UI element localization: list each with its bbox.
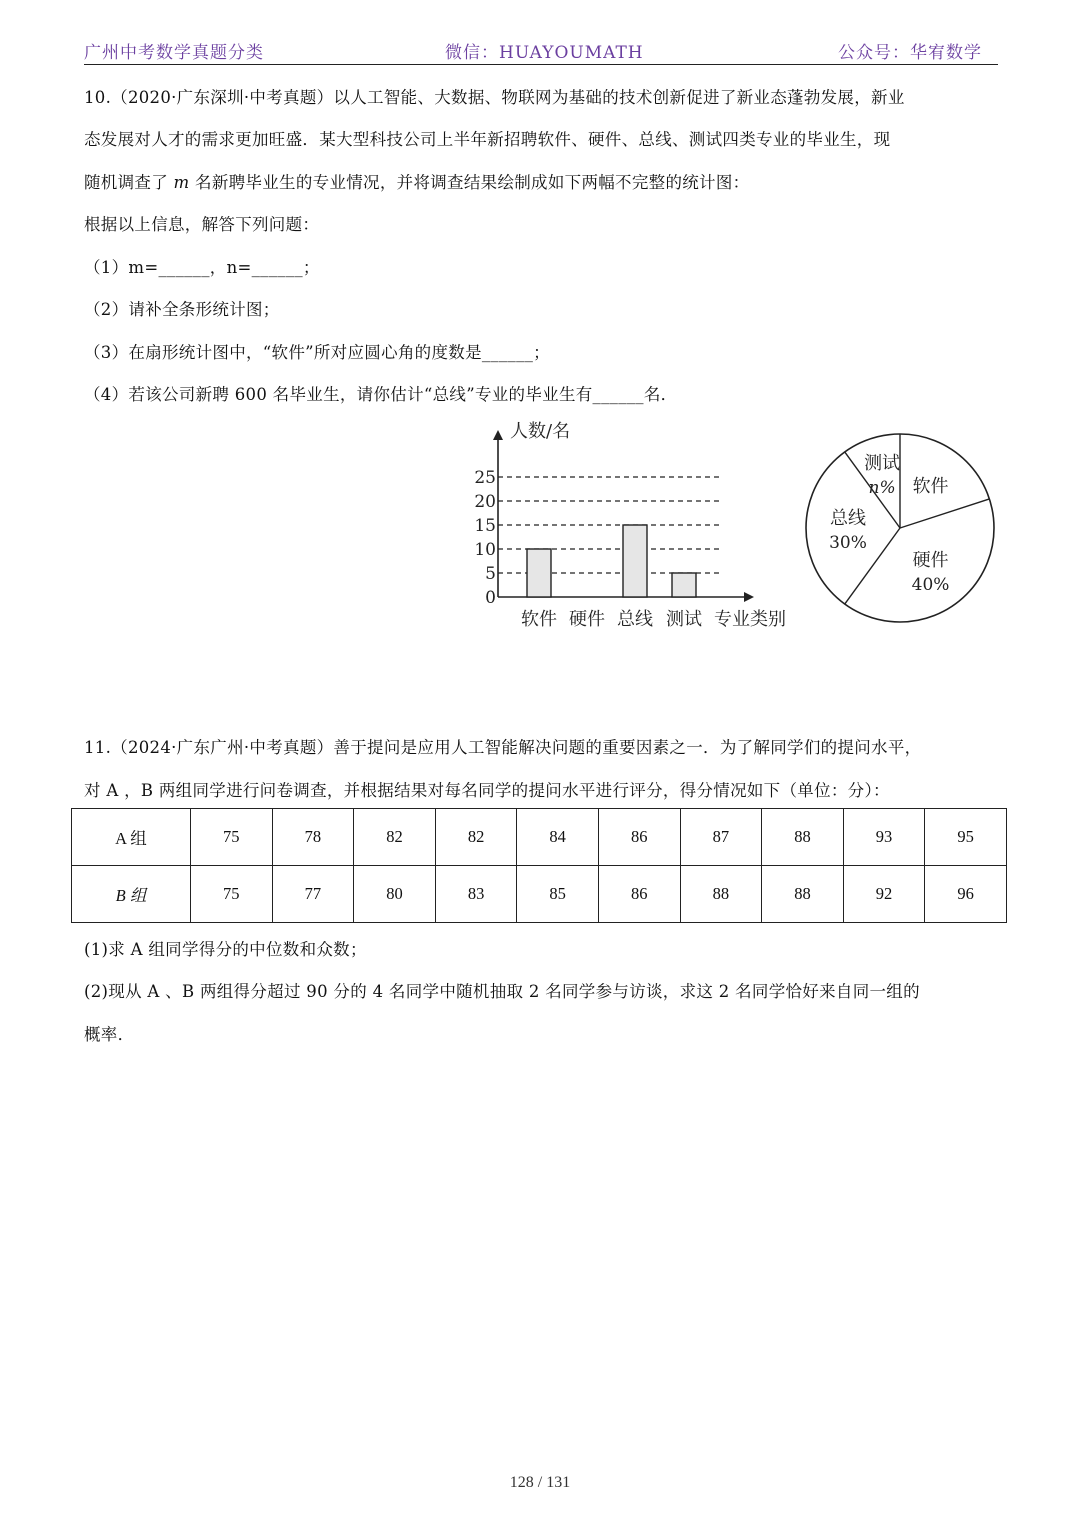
slice-label: 硬件 bbox=[912, 550, 949, 572]
table-row-label: B 组 bbox=[72, 866, 191, 923]
y-tick-label: 10 bbox=[474, 540, 496, 560]
y-tick-label: 25 bbox=[474, 468, 496, 488]
bar-chart-y-ticks bbox=[474, 468, 496, 608]
page-number: 128 / 131 bbox=[509, 1474, 571, 1491]
q11-line-2: 对 A ，B 两组同学进行问卷调查，并根据结果对每名同学的提问水平进行评分，得分情况如下（单位：分）： bbox=[84, 781, 890, 800]
slice-value-label: 40% bbox=[911, 575, 950, 596]
q10-line-2: 态发展对人才的需求更加旺盛．某大型科技公司上半年新招聘软件、硬件、总线、测试四类专业的毕业生，现 bbox=[84, 130, 891, 149]
bar-chart-x-label: 专业类别 bbox=[714, 609, 786, 630]
table-cell: 82 bbox=[435, 809, 517, 866]
header-wechat: 微信：HUAYOUMATH bbox=[445, 43, 644, 63]
bar-chart-categories bbox=[521, 609, 702, 630]
table-cell: 96 bbox=[925, 866, 1007, 923]
q10-part-4: （4）若该公司新聘 600 名毕业生，请你估计“总线”专业的毕业生有______名． bbox=[84, 385, 678, 404]
bar-chart bbox=[468, 418, 808, 640]
q10-line-3 bbox=[84, 169, 749, 193]
table-cell: 87 bbox=[680, 809, 762, 866]
table-cell: 86 bbox=[598, 866, 680, 923]
table-row-label: A 组 bbox=[72, 809, 191, 866]
y-tick-label: 0 bbox=[485, 588, 496, 608]
table-cell: 88 bbox=[680, 866, 762, 923]
table-cell: 93 bbox=[843, 809, 925, 866]
q11-line-1: 11.（2024·广东广州·中考真题）善于提问是应用人工智能解决问题的重要因素之一．为了解同学们的提问水平， bbox=[84, 738, 922, 757]
table-cell: 77 bbox=[272, 866, 354, 923]
table-cell: 75 bbox=[191, 866, 273, 923]
q10-line-4: 根据以上信息，解答下列问题： bbox=[84, 215, 320, 234]
category-label: 测试 bbox=[666, 609, 702, 630]
y-tick-label: 20 bbox=[474, 492, 496, 512]
pie-chart bbox=[800, 430, 1000, 630]
x-axis-arrow-icon bbox=[744, 592, 754, 602]
q10-part-2: （2）请补全条形统计图； bbox=[84, 300, 280, 319]
page-header bbox=[84, 38, 998, 65]
q10-line-3-pre: 随机调查了 bbox=[84, 173, 174, 192]
header-official-account: 公众号：华宥数学 bbox=[838, 43, 982, 63]
slice-label: 测试 bbox=[864, 452, 901, 474]
y-axis-arrow-icon bbox=[493, 430, 503, 440]
header-left-title: 广州中考数学真题分类 bbox=[84, 43, 264, 63]
q10-part-3: （3）在扇形统计图中，“软件”所对应圆心角的度数是______； bbox=[84, 343, 550, 362]
table-cell: 78 bbox=[272, 809, 354, 866]
table-cell: 83 bbox=[435, 866, 517, 923]
table-cell: 80 bbox=[354, 866, 436, 923]
score-table bbox=[71, 808, 1007, 923]
q11-part-2-line-2: 概率． bbox=[84, 1025, 135, 1044]
slice-value-label: n% bbox=[868, 477, 896, 498]
category-label: 软件 bbox=[521, 609, 557, 630]
table-cell: 82 bbox=[354, 809, 436, 866]
bar-chart-y-label: 人数/名 bbox=[510, 421, 571, 442]
table-cell: 95 bbox=[925, 809, 1007, 866]
q11-part-1: (1)求 A 组同学得分的中位数和众数； bbox=[84, 940, 367, 959]
table-cell: 92 bbox=[843, 866, 925, 923]
table-row-a bbox=[72, 809, 1007, 866]
category-label: 总线 bbox=[617, 609, 653, 630]
y-tick-label: 15 bbox=[474, 516, 496, 536]
bar-3 bbox=[672, 573, 696, 597]
slice-label: 总线 bbox=[830, 508, 866, 529]
table-cell: 85 bbox=[517, 866, 599, 923]
slice-label: 软件 bbox=[912, 475, 949, 497]
q10-line-1: 10.（2020·广东深圳·中考真题）以人工智能、大数据、物联网为基础的技术创新促进了新业态蓬勃发展，新业 bbox=[84, 88, 905, 107]
table-row-b bbox=[72, 866, 1007, 923]
table-cell: 88 bbox=[762, 809, 844, 866]
q11-part-2-line-1: (2)现从 A 、B 两组得分超过 90 分的 4 名同学中随机抽取 2 名同学参与访谈，求这 2 名同学恰好来自同一组的 bbox=[84, 982, 920, 1001]
bar-chart-bars bbox=[527, 525, 696, 597]
table-cell: 75 bbox=[191, 809, 273, 866]
y-tick-label: 5 bbox=[485, 564, 496, 584]
table-cell: 84 bbox=[517, 809, 599, 866]
table-cell: 88 bbox=[762, 866, 844, 923]
q10-part-1: （1）m=______，n=______； bbox=[84, 258, 320, 277]
q10-line-3-post: 名新聘毕业生的专业情况，并将调查结果绘制成如下两幅不完整的统计图： bbox=[189, 173, 750, 192]
bar-0 bbox=[527, 549, 551, 597]
slice-value-label: 30% bbox=[829, 533, 867, 553]
q10-var-m: m bbox=[173, 173, 190, 192]
bar-2 bbox=[623, 525, 647, 597]
table-cell: 86 bbox=[598, 809, 680, 866]
category-label: 硬件 bbox=[569, 609, 605, 630]
